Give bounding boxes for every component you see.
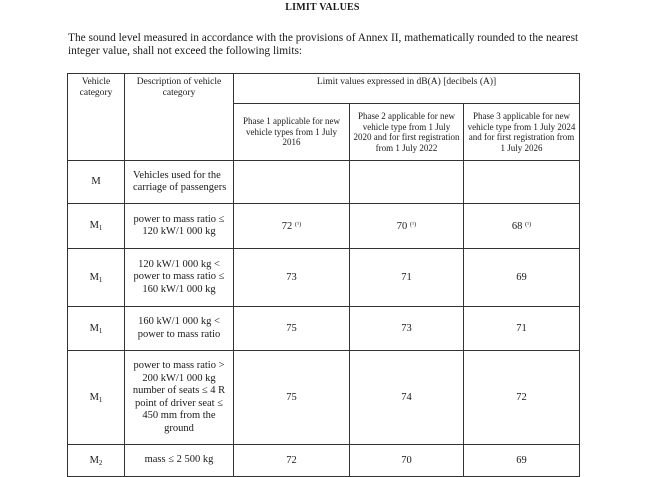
header-vehicle-category: Vehicle category	[68, 74, 125, 161]
section-title: LIMIT VALUES	[285, 2, 360, 13]
header-phase-2: Phase 2 applicable for new vehicle type from 1 July 2020 and for first registration from 1 July 2022	[350, 104, 464, 161]
phase-3-value: 68 $^{(^1)}$	[464, 204, 580, 249]
header-phase-3: Phase 3 applicable for new vehicle type from 1 July 2024 and for first registration from 1 July 2026	[464, 104, 580, 161]
table-row	[68, 161, 580, 204]
footnote-marker: (¹)	[294, 220, 302, 228]
vehicle-category-cell: $M_1$	[68, 204, 125, 249]
header-description: Description of vehicle category	[125, 74, 234, 161]
phase-3-value: 72	[464, 351, 580, 445]
phase-2-value: 70	[350, 445, 464, 477]
phase-2-value	[350, 161, 464, 204]
limit-values-table	[67, 73, 580, 477]
vehicle-category-cell: M	[68, 161, 125, 204]
description-cell: mass ≤ 2 500 kg	[125, 445, 234, 477]
header-phase-1: Phase 1 applicable for new vehicle types from 1 July 2016	[234, 104, 350, 161]
phase-1-value: 75	[234, 307, 350, 351]
table-row	[68, 249, 580, 307]
description-cell: 160 kW/1 000 kg < power to mass ratio	[125, 307, 234, 351]
phase-1-value: 72	[234, 445, 350, 477]
vehicle-category-cell: $M_1$	[68, 249, 125, 307]
phase-2-value: 71	[350, 249, 464, 307]
phase-1-value: 72 $^{(^1)}$	[234, 204, 350, 249]
phase-1-value	[234, 161, 350, 204]
description-cell: power to mass ratio > 200 kW/1 000 kg number of seats ≤ 4 R point of driver seat ≤ 450 mm from the ground	[125, 351, 234, 445]
description-cell: power to mass ratio ≤ 120 kW/1 000 kg	[125, 204, 234, 249]
description-cell: Vehicles used for the carriage of passengers	[125, 161, 234, 204]
intro-paragraph: The sound level measured in accordance with the provisions of Annex II, mathematically rounded to the nearest integer value, shall not exceed the following limits:	[68, 32, 579, 57]
table-row	[68, 307, 580, 351]
phase-2-value: 70 $^{(^1)}$	[350, 204, 464, 249]
footnote-marker: (¹)	[524, 220, 532, 228]
phase-2-value: 74	[350, 351, 464, 445]
footnote-marker: (¹)	[409, 220, 417, 228]
vehicle-category-cell: $M_2$	[68, 445, 125, 477]
description-cell: 120 kW/1 000 kg < power to mass ratio ≤ 160 kW/1 000 kg	[125, 249, 234, 307]
phase-2-value: 73	[350, 307, 464, 351]
header-limit-values: Limit values expressed in dB(A) [decibels (A)]	[234, 74, 580, 104]
phase-1-value: 75	[234, 351, 350, 445]
phase-1-value: 73	[234, 249, 350, 307]
table-row	[68, 445, 580, 477]
phase-3-value: 69	[464, 249, 580, 307]
vehicle-category-cell: $M_1$	[68, 351, 125, 445]
phase-3-value	[464, 161, 580, 204]
phase-3-value: 71	[464, 307, 580, 351]
phase-3-value: 69	[464, 445, 580, 477]
table-row	[68, 351, 580, 445]
vehicle-category-cell: $M_1$	[68, 307, 125, 351]
table-row	[68, 204, 580, 249]
